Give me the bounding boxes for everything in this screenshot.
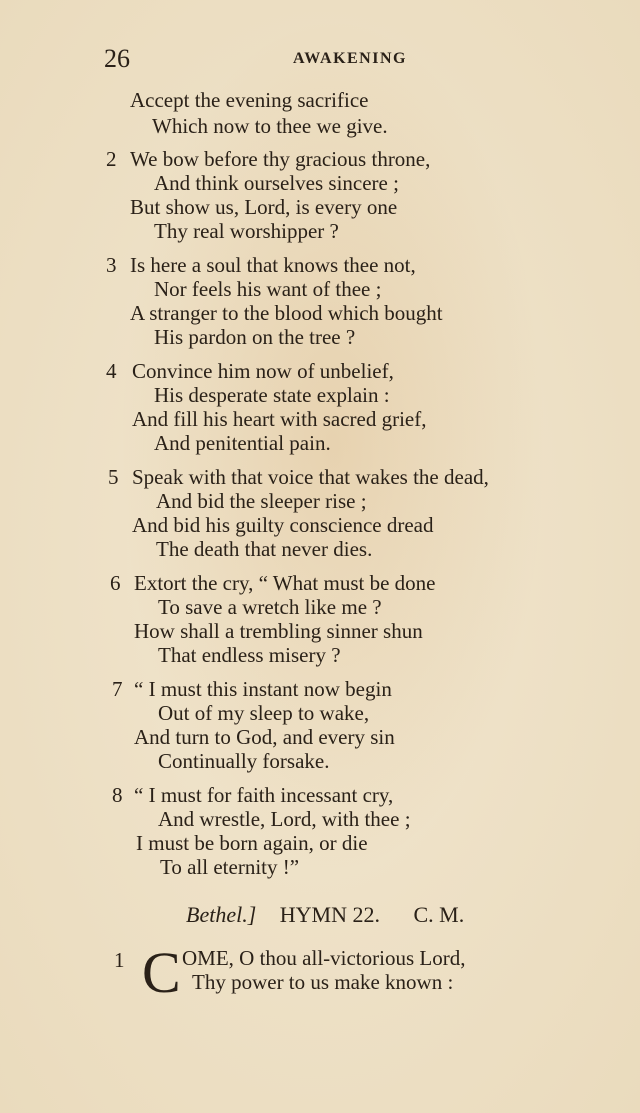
running-head: AWAKENING [293,50,407,67]
verse-number: 5 [108,465,119,489]
verse-line: “ I must for faith incessant cry, [134,783,394,807]
verse-number: 1 [114,948,125,972]
verse-number: 4 [106,359,117,383]
verse-number: 3 [106,253,117,277]
verse-line: And fill his heart with sacred grief, [132,407,427,431]
drop-cap: C [142,940,181,1005]
verse-line: The death that never dies. [156,537,373,561]
verse-line: Convince him now of unbelief, [132,359,394,383]
verse-line: We bow before thy gracious throne, [130,147,431,171]
verse-line: OME, O thou all-victorious Lord, [182,946,466,970]
verse-line: How shall a trembling sinner shun [134,619,423,643]
verse-line: And think ourselves sincere ; [154,171,399,195]
verse-line: Nor feels his want of thee ; [154,277,382,301]
hymn-heading [186,902,464,928]
verse-number: 8 [112,783,123,807]
verse-line: His desperate state explain : [154,383,390,407]
verse-line: Which now to thee we give. [152,114,388,138]
verse-line: Thy real worshipper ? [154,219,339,243]
verse-line: To save a wretch like me ? [158,595,382,619]
verse-line: And bid his guilty conscience dread [132,513,434,537]
verse-line: Speak with that voice that wakes the dead, [132,465,489,489]
verse-line: And turn to God, and every sin [134,725,395,749]
verse-line: Is here a soul that knows thee not, [130,253,416,277]
verse-line: Extort the cry, “ What must be done [134,571,436,595]
verse-line: That endless misery ? [158,643,341,667]
verse-line: But show us, Lord, is every one [130,195,398,219]
hymn-tune: Bethel.] [186,902,257,927]
verse-line: I must be born again, or die [136,831,368,855]
verse-line: His pardon on the tree ? [154,325,356,349]
page-number: 26 [104,44,130,73]
verse-number: 2 [106,147,117,171]
page-header [104,44,524,74]
verse-line: A stranger to the blood which bought [130,301,443,325]
verse-line: Accept the evening sacrifice [130,88,369,112]
verse-line: And penitential pain. [154,431,331,455]
verse-line: Continually forsake. [158,749,330,773]
verse-line: To all eternity !” [160,855,300,879]
verse-line: “ I must this instant now begin [134,677,392,701]
verse-line: Out of my sleep to wake, [158,701,370,725]
verse-number: 7 [112,677,123,701]
hymn-title: HYMN 22. [279,902,380,927]
verse-number: 6 [110,571,121,595]
verse-line: And bid the sleeper rise ; [156,489,367,513]
verse-line: And wrestle, Lord, with thee ; [158,807,411,831]
hymn-meter: C. M. [413,902,465,927]
verse-line: Thy power to us make known : [192,970,454,994]
